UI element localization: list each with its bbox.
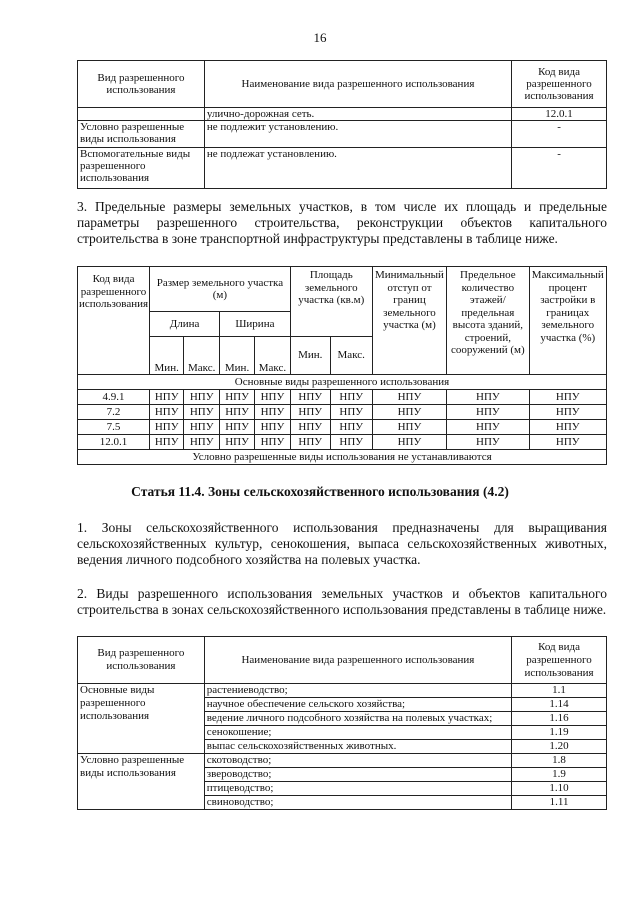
table-cell: НПУ bbox=[290, 420, 330, 435]
paragraph-3 bbox=[77, 199, 607, 247]
header-max: Макс. bbox=[184, 337, 220, 375]
table-cell: НПУ bbox=[220, 435, 255, 450]
section-main-label: Основные виды разрешенного использования bbox=[78, 375, 607, 390]
paragraph-2 bbox=[77, 586, 607, 618]
table-cell: НПУ bbox=[529, 420, 606, 435]
table-cell: выпас сельскохозяйственных животных. bbox=[204, 740, 511, 754]
header-area: Площадь земельного участка (кв.м) bbox=[290, 267, 372, 337]
table-cell: НПУ bbox=[255, 435, 291, 450]
table-cell: 4.9.1 bbox=[78, 390, 150, 405]
header-length: Длина bbox=[150, 312, 220, 337]
table-cell: НПУ bbox=[150, 390, 184, 405]
header-use-type: Вид разрешенного использования bbox=[78, 637, 205, 684]
page-number: 16 bbox=[313, 30, 327, 45]
header-min: Мин. bbox=[150, 337, 184, 375]
header-use-code: Код вида разрешенного использования bbox=[512, 61, 607, 108]
paragraph-2-text: 2. Виды разрешенного использования земельных участков и объектов капитального строительства в зонах сельскохозяйственного использования представлены в таблице ниже. bbox=[77, 586, 607, 617]
table-cell: улично-дорожная сеть. bbox=[204, 108, 511, 121]
header-max: Макс. bbox=[255, 337, 291, 375]
table-cell: НПУ bbox=[529, 435, 606, 450]
table-cell: 7.5 bbox=[78, 420, 150, 435]
header-min: Мин. bbox=[220, 337, 255, 375]
table-cell: НПУ bbox=[220, 420, 255, 435]
table-cell: скотоводство; bbox=[204, 754, 511, 768]
header-size: Размер земельного участка (м) bbox=[150, 267, 291, 312]
header-use-name: Наименование вида разрешенного использования bbox=[204, 61, 511, 108]
table-cell: НПУ bbox=[447, 405, 529, 420]
table-cell: НПУ bbox=[255, 405, 291, 420]
table-cell: НПУ bbox=[447, 420, 529, 435]
table-cell: НПУ bbox=[529, 390, 606, 405]
table-cell: НПУ bbox=[330, 420, 372, 435]
article-heading: Статья 11.4. Зоны сельскохозяйственного использования (4.2) bbox=[131, 484, 509, 499]
table-cell: НПУ bbox=[184, 405, 220, 420]
table-row bbox=[78, 420, 607, 435]
header-min: Мин. bbox=[290, 337, 330, 375]
table-cell: не подлежат установлению. bbox=[204, 148, 511, 189]
header-width: Ширина bbox=[220, 312, 291, 337]
table-cell: НПУ bbox=[220, 390, 255, 405]
header-setback: Минимальный отступ от границ земельного участка (м) bbox=[372, 267, 446, 375]
table-cell: Условно разрешенные виды использования bbox=[78, 121, 205, 148]
table-row bbox=[78, 435, 607, 450]
header-max: Макс. bbox=[330, 337, 372, 375]
header-floors: Предельное количество этажей/ предельная высота зданий, строений, сооружений (м) bbox=[447, 267, 529, 375]
table-cell: звероводство; bbox=[204, 768, 511, 782]
table-cell: НПУ bbox=[447, 435, 529, 450]
table-cell: - bbox=[512, 148, 607, 189]
table-cell: сенокошение; bbox=[204, 726, 511, 740]
section-conditional-label: Условно разрешенные виды использования не устанавливаются bbox=[78, 450, 607, 465]
header-percent: Максимальный процент застройки в границах земельного участка (%) bbox=[529, 267, 606, 375]
table-cell: птицеводство; bbox=[204, 782, 511, 796]
header-use-code: Код вида разрешенного использования bbox=[512, 637, 607, 684]
table-cell: НПУ bbox=[184, 420, 220, 435]
table-cell: НПУ bbox=[330, 435, 372, 450]
table-cell: - bbox=[512, 121, 607, 148]
table-cell: НПУ bbox=[447, 390, 529, 405]
group-conditional-label: Условно разрешенные виды использования bbox=[78, 754, 205, 810]
table-cell: 12.0.1 bbox=[512, 108, 607, 121]
table-cell: НПУ bbox=[330, 390, 372, 405]
table-cell bbox=[78, 108, 205, 121]
table-cell: 1.8 bbox=[512, 754, 607, 768]
table-cell: 1.1 bbox=[512, 684, 607, 698]
paragraph-1-text: 1. Зоны сельскохозяйственного использования предназначены для выращивания сельскохозяйственных культур, сенокошения, выпаса сельскохозяйственных животных, ведения личного подсобного хозяйства на полевых участка. bbox=[77, 520, 607, 567]
table-cell: 12.0.1 bbox=[78, 435, 150, 450]
paragraph-3-text: 3. Предельные размеры земельных участков, в том числе их площадь и предельные параметры разрешенного строительства, реконструкции объектов капитального строительства в зоне транспортной инфраструктуры представлены в таблице ниже. bbox=[77, 199, 607, 246]
table-cell: НПУ bbox=[184, 435, 220, 450]
table-cell: Вспомогательные виды разрешенного использования bbox=[78, 148, 205, 189]
table-cell: ведение личного подсобного хозяйства на полевых участках; bbox=[204, 712, 511, 726]
permitted-use-table-agricultural bbox=[77, 636, 607, 810]
table-cell: НПУ bbox=[255, 390, 291, 405]
table-cell: НПУ bbox=[372, 405, 446, 420]
table-cell: НПУ bbox=[290, 390, 330, 405]
header-use-type: Вид разрешенного использования bbox=[78, 61, 205, 108]
table-cell: растениеводство; bbox=[204, 684, 511, 698]
table-row bbox=[78, 390, 607, 405]
group-main-label: Основные виды разрешенного использования bbox=[78, 684, 205, 754]
table-cell: 1.10 bbox=[512, 782, 607, 796]
table-cell: свиноводство; bbox=[204, 796, 511, 810]
table-cell: НПУ bbox=[372, 390, 446, 405]
table-cell: 1.11 bbox=[512, 796, 607, 810]
table-row bbox=[78, 405, 607, 420]
table-cell: НПУ bbox=[330, 405, 372, 420]
permitted-use-table-transport bbox=[77, 60, 607, 189]
paragraph-1 bbox=[77, 520, 607, 568]
table-cell: 1.9 bbox=[512, 768, 607, 782]
table-cell: НПУ bbox=[372, 435, 446, 450]
table-cell: 7.2 bbox=[78, 405, 150, 420]
table-cell: НПУ bbox=[220, 405, 255, 420]
table-cell: НПУ bbox=[184, 390, 220, 405]
table-cell: НПУ bbox=[290, 405, 330, 420]
table-cell: 1.14 bbox=[512, 698, 607, 712]
table-cell: не подлежит установлению. bbox=[204, 121, 511, 148]
table-cell: 1.16 bbox=[512, 712, 607, 726]
table-cell: НПУ bbox=[372, 420, 446, 435]
table-cell: 1.20 bbox=[512, 740, 607, 754]
table-cell: НПУ bbox=[150, 405, 184, 420]
table-cell: 1.19 bbox=[512, 726, 607, 740]
table-cell: НПУ bbox=[150, 435, 184, 450]
table-cell: НПУ bbox=[255, 420, 291, 435]
table-cell: научное обеспечение сельского хозяйства; bbox=[204, 698, 511, 712]
table-cell: НПУ bbox=[150, 420, 184, 435]
header-use-name: Наименование вида разрешенного использования bbox=[204, 637, 511, 684]
size-limits-table bbox=[77, 266, 607, 465]
table-cell: НПУ bbox=[290, 435, 330, 450]
table-cell: НПУ bbox=[529, 405, 606, 420]
header-code: Код вида разрешенного использования bbox=[78, 267, 150, 375]
